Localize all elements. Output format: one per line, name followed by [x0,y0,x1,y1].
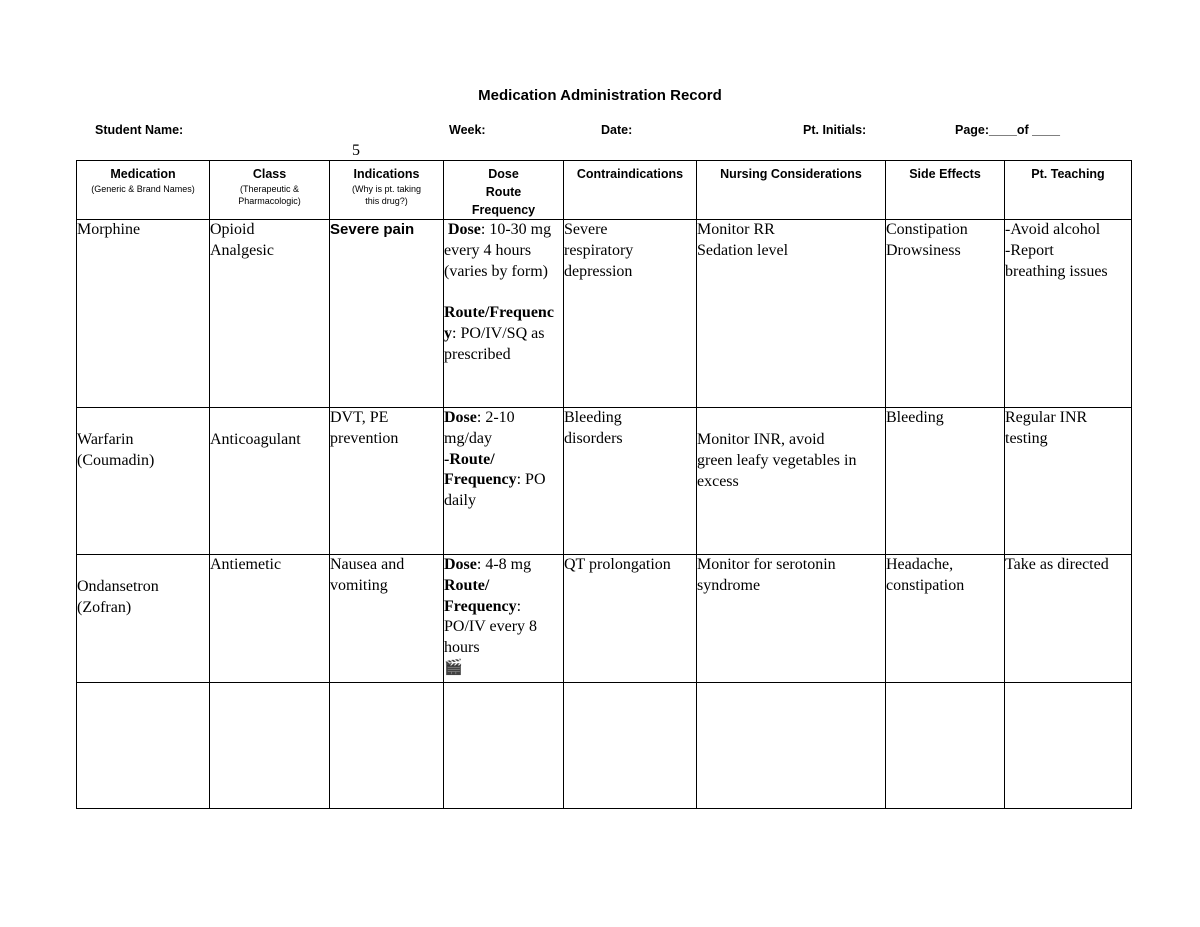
column-header-indications: Indications (Why is pt. taking this drug?) [330,161,444,220]
class-cell: Opioid Analgesic [210,220,330,408]
nursing-cell: Monitor for serotonin syndrome [697,555,886,683]
medication-cell: Morphine [77,220,210,408]
column-header-class: Class (Therapeutic & Pharmacologic) [210,161,330,220]
table-row [77,555,1132,683]
teaching-cell: Regular INR testing [1005,408,1132,555]
empty-cell[interactable] [210,683,330,809]
indications-cell: Nausea and vomiting [330,555,444,683]
side-effects-cell: Bleeding [886,408,1005,555]
table-header-row [77,161,1132,220]
side-effects-cell: Constipation Drowsiness [886,220,1005,408]
contraindications-cell: Bleeding disorders [564,408,697,555]
teaching-cell: Take as directed [1005,555,1132,683]
teaching-cell: -Avoid alcohol -Report breathing issues [1005,220,1132,408]
column-header-side-effects: Side Effects [886,161,1005,220]
page-title: Medication Administration Record [478,87,722,104]
dose-cell: Dose: 10-30 mg every 4 hours (varies by form) Route/Frequency: PO/IV/SQ as prescribed [444,220,564,408]
column-header-medication: Medication (Generic & Brand Names) [77,161,210,220]
nursing-cell: Monitor RR Sedation level [697,220,886,408]
column-header-dose: Dose Route Frequency [444,161,564,220]
student-name-label: Student Name: [95,123,184,137]
empty-cell[interactable] [1005,683,1132,809]
indications-cell: Severe pain [330,220,444,408]
indications-cell: DVT, PE prevention [330,408,444,555]
empty-cell[interactable] [330,683,444,809]
class-cell: Anticoagulant [210,408,330,555]
column-header-contraindications: Contraindications [564,161,697,220]
contraindications-cell: QT prolongation [564,555,697,683]
medication-cell: Warfarin (Coumadin) [77,408,210,555]
nursing-cell: Monitor INR, avoid green leafy vegetables in excess [697,408,886,555]
medication-cell: Ondansetron (Zofran) [77,555,210,683]
medication-table [76,160,1132,809]
class-cell: Antiemetic [210,555,330,683]
empty-cell[interactable] [886,683,1005,809]
date-label: Date: [601,123,633,137]
dose-cell: Dose: 4-8 mg Route/ Frequency: PO/IV every 8 hours 🎬 [444,555,564,683]
table-row [77,408,1132,555]
week-value: 5 [352,142,360,159]
empty-cell[interactable] [697,683,886,809]
table-row-empty [77,683,1132,809]
dose-cell: Dose: 2-10 mg/day -Route/ Frequency: PO daily [444,408,564,555]
page-count-label: Page:____of ____ [955,123,1060,137]
contraindications-cell: Severe respiratory depression [564,220,697,408]
empty-cell[interactable] [564,683,697,809]
table-row [77,220,1132,408]
clapperboard-icon: 🎬 [444,659,463,676]
column-header-teaching: Pt. Teaching [1005,161,1132,220]
column-header-nursing: Nursing Considerations [697,161,886,220]
pt-initials-label: Pt. Initials: [803,123,867,137]
empty-cell[interactable] [444,683,564,809]
week-label: Week: [449,123,486,137]
side-effects-cell: Headache, constipation [886,555,1005,683]
empty-cell[interactable] [77,683,210,809]
